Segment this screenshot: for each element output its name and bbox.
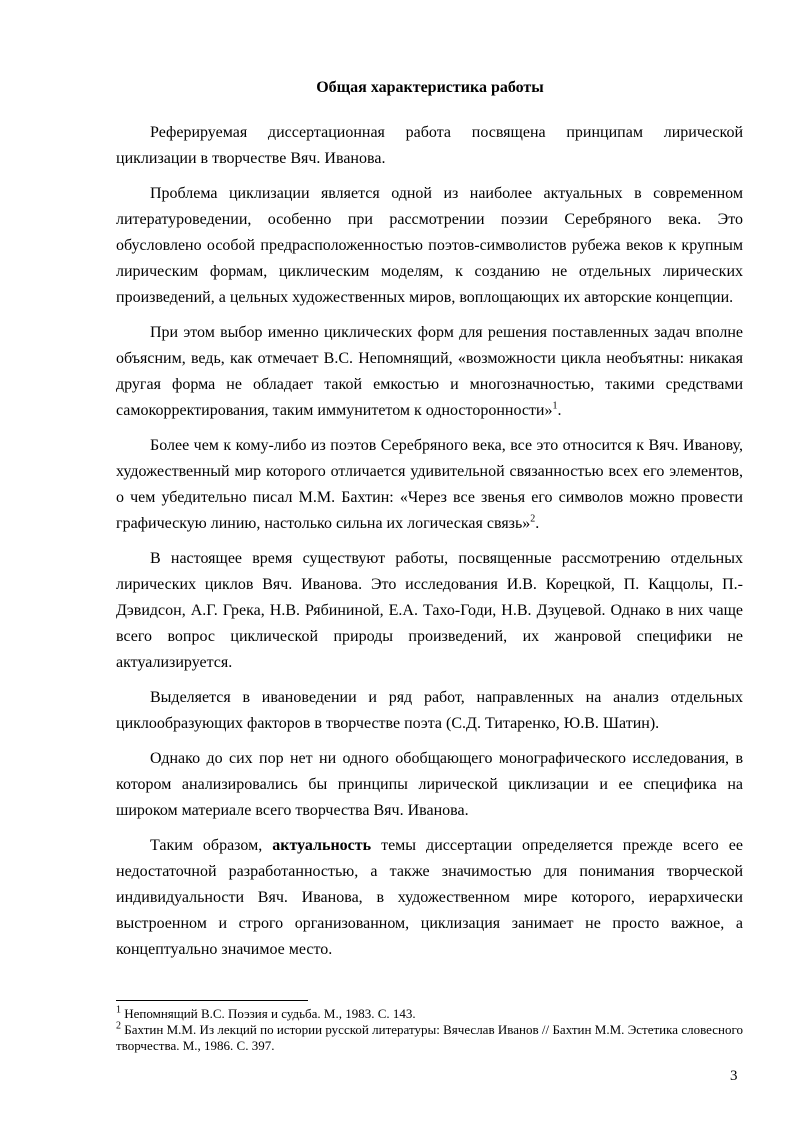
- footnote-ref-2[interactable]: 2: [530, 513, 536, 525]
- paragraph-4: [116, 433, 743, 537]
- footnote-ref-1[interactable]: 1: [552, 400, 558, 412]
- paragraph-3: [116, 320, 743, 424]
- paragraph-3-text: При этом выбор именно циклических форм для решения поставленных задач вполне объясним, ведь, как отмечает В.С. Непомнящий, «возможности цикла необъятны: никакая другая форма не обладает такой емкостью и многозначностью, такими средствами самокорректирования, таким иммунитетом к односторонности»: [116, 324, 743, 419]
- paragraph-2-text: Проблема циклизации является одной из наиболее актуальных в современном литературоведении, особенно при рассмотрении поэзии Серебряного века. Это обусловлено особой предрасположенностью поэтов-символистов рубежа веков к крупным лирическим формам, циклическим моделям, к созданию не отдельных лирических произведений, а цельных художественных миров, воплощающих их авторские концепции.: [116, 185, 743, 306]
- page-number: 3: [730, 1068, 738, 1084]
- section-heading: Общая характеристика работы: [316, 79, 544, 96]
- paragraph-6-text: Выделяется в ивановедении и ряд работ, направленных на анализ отдельных циклообразующих факторов в творчестве поэта (С.Д. Титаренко, Ю.В. Шатин).: [116, 689, 743, 732]
- paragraph-2: [116, 181, 743, 311]
- paragraph-8: [116, 833, 743, 963]
- paragraph-4-text: Более чем к кому-либо из поэтов Серебряного века, все это относится к Вяч. Иванову, художественный мир которого отличается удивительной связанностью всех его элементов, о чем убедительно писал М.М. Бахтин: «Через все звенья его символов можно провести графическую линию, настолько сильна их логическая связь»: [116, 437, 743, 532]
- footnote-1-mark: 1: [116, 1004, 121, 1016]
- footnote-2-text: Бахтин М.М. Из лекций по истории русской литературы: Вячеслав Иванов // Бахтин М.М. Эстетика словесного творчества. М., 1986. С. 397.: [116, 1022, 743, 1053]
- paragraph-8-start: Таким образом,: [150, 837, 273, 854]
- footnote-1: [116, 1006, 743, 1022]
- paragraph-1-text: Реферируемая диссертационная работа посвящена принципам лирической циклизации в творчестве Вяч. Иванова.: [116, 124, 743, 167]
- footnote-1-text: Непомнящий В.С. Поэзия и судьба. М., 1983. С. 143.: [121, 1006, 416, 1021]
- paragraph-4-end: .: [535, 515, 540, 532]
- body-text: [116, 120, 743, 972]
- paragraph-8-text: темы диссертации определяется прежде всего ее недостаточной разработанностью, а также значимостью для понимания творческой индивидуальности Вяч. Иванова, в художественном мире которого, иерархически выстроенном и строго организованном, циклизация занимает не просто важное, а концептуально значимое место.: [116, 837, 743, 958]
- paragraph-1: [116, 120, 743, 172]
- footnote-2: [116, 1022, 743, 1054]
- paragraph-5: [116, 546, 743, 676]
- footnote-divider: [116, 1000, 308, 1001]
- paragraph-7-text: Однако до сих пор нет ни одного обобщающего монографического исследования, в котором анализировались бы принципы лирической циклизации и ее специфика на широком материале всего творчества Вяч. Иванова.: [116, 750, 743, 819]
- footnotes: [116, 1006, 743, 1054]
- paragraph-6: [116, 685, 743, 737]
- paragraph-3-end: .: [557, 402, 562, 419]
- keyword-relevance: актуальность: [272, 837, 372, 854]
- paragraph-7: [116, 746, 743, 824]
- footnote-2-mark: 2: [116, 1020, 121, 1032]
- paragraph-5-text: В настоящее время существуют работы, посвященные рассмотрению отдельных лирических циклов Вяч. Иванова. Это исследования И.В. Корецкой, П. Каццолы, П.-Дэвидсон, А.Г. Грека, Н.В. Рябининой, Е.А. Тахо-Годи, Н.В. Дзуцевой. Однако в них чаще всего вопрос циклической природы произведений, их жанровой специфики не актуализируется.: [116, 550, 743, 671]
